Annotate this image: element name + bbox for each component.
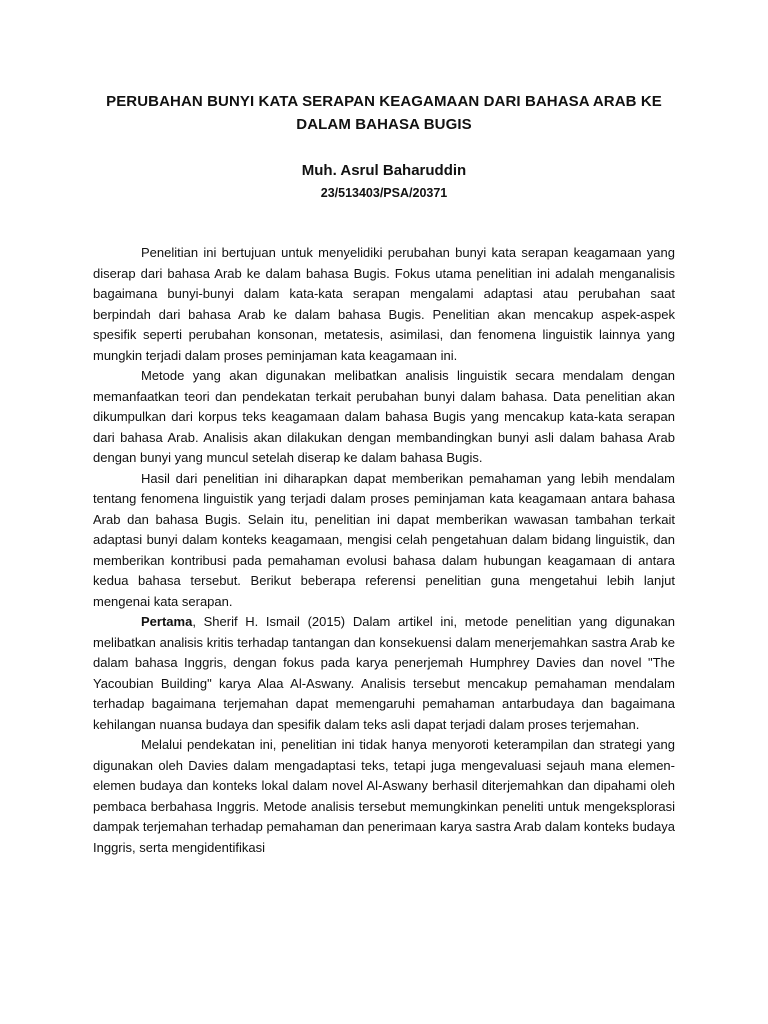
document-body — [93, 243, 675, 858]
pertama-label: Pertama — [141, 614, 193, 629]
author-name: Muh. Asrul Baharuddin — [301, 162, 467, 179]
paragraph-1: Penelitian ini bertujuan untuk menyelidiki perubahan bunyi kata serapan keagamaan yang diserap dari bahasa Arab ke dalam bahasa Bugis. Fokus utama penelitian ini adalah menganalisis bagaimana bunyi-bunyi dalam kata-kata serapan mengalami adaptasi atau perubahan saat berpindah dari bahasa Arab ke dalam bahasa Bugis. Penelitian akan mencakup aspek-aspek spesifik seperti perubahan konsonan, metatesis, asimilasi, dan fenomena linguistik lainnya yang mungkin terjadi dalam proses peminjaman kata keagamaan ini. — [93, 245, 675, 363]
paragraph-5: Melalui pendekatan ini, penelitian ini tidak hanya menyoroti keterampilan dan strategi yang digunakan oleh Davies dalam mengadaptasi teks, tetapi juga mengevaluasi sejauh mana elemen-elemen budaya dan konteks lokal dalam novel Al-Aswany berhasil diterjemahkan dan dipahami oleh pembaca berbahasa Inggris. Metode analisis tersebut memungkinkan peneliti untuk mengeksplorasi dampak terjemahan terhadap pemahaman dan penerimaan karya sastra Arab dalam konteks budaya Inggris, serta mengidentifikasi — [93, 737, 675, 855]
paragraph-3: Hasil dari penelitian ini diharapkan dapat memberikan pemahaman yang lebih mendalam tentang fenomena linguistik yang terjadi dalam proses peminjaman kata keagamaan antara bahasa Arab dan bahasa Bugis. Selain itu, penelitian ini dapat memberikan wawasan tambahan terkait adaptasi bunyi dalam konteks keagamaan, mengisi celah pengetahuan dalam bidang linguistik, dan memberikan kontribusi pada pemahaman evolusi bahasa dalam hubungan keagamaan di antara kedua bahasa tersebut. Berikut beberapa referensi penelitian guna mengetahui lebih lanjut mengenai kata serapan. — [93, 470, 675, 609]
student-id: 23/513403/PSA/20371 — [320, 186, 448, 200]
paragraph-4 — [93, 612, 675, 735]
document-title: PERUBAHAN BUNYI KATA SERAPAN KEAGAMAAN DARI BAHASA ARAB KE DALAM BAHASA BUGIS — [106, 93, 662, 133]
pertama-text: , Sherif H. Ismail (2015) Dalam artikel ini, metode penelitian yang digunakan melibatkan analisis kritis terhadap tantangan dan konsekuensi dalam menerjemahkan sastra Arab ke dalam bahasa Inggris, dengan fokus pada karya penerjemah Humphrey Davies dan novel "The Yacoubian Building" karya Alaa Al-Aswany. Analisis tersebut mencakup pemahaman mendalam terhadap bagaimana terjemahan dapat memengaruhi pemahaman antarbudaya dan bagaimana kehilangan nuansa budaya dan spesifik dalam teks asli dapat terjadi dalam proses terjemahan. — [93, 614, 675, 732]
paragraph-2: Metode yang akan digunakan melibatkan analisis linguistik secara mendalam dengan memanfaatkan teori dan pendekatan terkait perubahan bunyi dalam bahasa. Data penelitian akan dikumpulkan dari korpus teks keagamaan dalam bahasa Bugis yang mencakup kata-kata serapan dari bahasa Arab. Analisis akan dilakukan dengan membandingkan bunyi asli dalam bahasa Arab dengan bunyi yang muncul setelah diserap ke dalam bahasa Bugis. — [93, 368, 675, 465]
